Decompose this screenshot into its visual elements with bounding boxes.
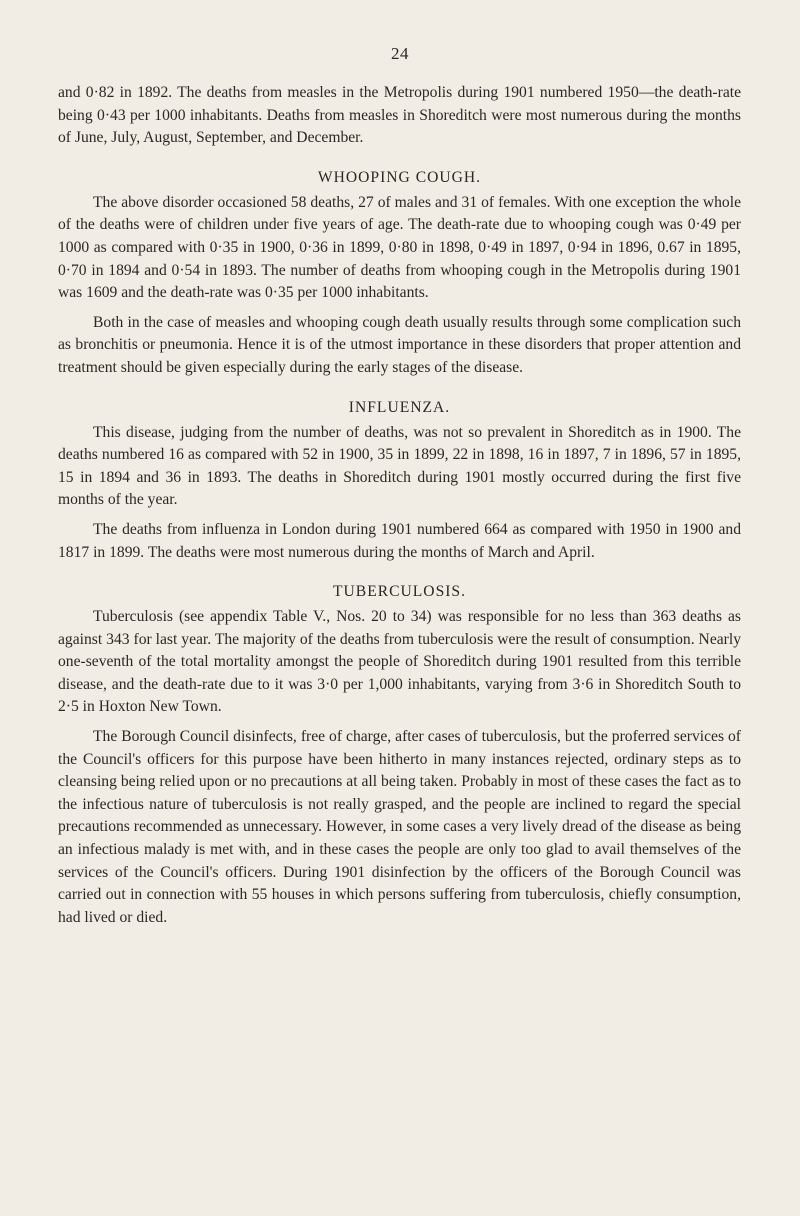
page-number: 24 [391,44,409,63]
heading-influenza: INFLUENZA. [348,398,451,416]
page-body [58,82,741,929]
heading-tuberculosis: TUBERCULOSIS. [333,583,466,601]
heading-whooping-cough: WHOOPING COUGH. [317,168,482,186]
paragraph-tuberculosis-deaths: Tuberculosis (see appendix Table V., Nos. 20 to 34) was responsible for no less than 363 deaths as against 343 for last year. The majority of the deaths from tuberculosis were the result of consumption. Nearly one-seventh of the total mortality amongst the people of Shoreditch during 1901 resulted from this terrible disease, and the death-rate due to it was 3·0 per 1,000 inhabitants, varying from 3·6 in Shoreditch South to 2·5 in Hoxton New Town. [58,608,741,716]
paragraph-influenza-shoreditch: This disease, judging from the number of deaths, was not so prevalent in Shoreditch as in 1900. The deaths numbered 16 as compared with 52 in 1900, 35 in 1899, 22 in 1898, 16 in 1897, 7 in 1896, 57 in 1895, 15 in 1894 and 36 in 1893. The deaths in Shoreditch during 1901 mostly occurred during the first five months of the year. [58,423,741,509]
paragraph-influenza-london: The deaths from influenza in London during 1901 numbered 664 as compared with 1950 in 1900 and 1817 in 1899. The deaths were most numerous during the months of March and April. [58,520,741,561]
paragraph-measles-continued: and 0·82 in 1892. The deaths from measles in the Metropolis during 1901 numbered 1950—the death-rate being 0·43 per 1000 inhabitants. Deaths from measles in Shoreditch were most numerous during the months of June, July, August, September, and December. [58,84,741,147]
paragraph-disinfection: The Borough Council disinfects, free of charge, after cases of tuberculosis, but the proferred services of the Council's officers for this purpose have been hitherto in many instances rejected, ordinary steps as to cleansing being relied upon or no precautions at all being taken. Probably in most of these cases the fact as to the infectious nature of tuberculosis is not really grasped, and the people are inclined to regard the special precautions recommended as unnecessary. However, in some cases a very lively dread of the disease as being an infectious malady is met with, and in these cases the people are only too glad to avail themselves of the services of the Council's officers. During 1901 disinfection by the officers of the Borough Council was carried out in connection with 55 houses in which persons suffering from tuberculosis, chiefly consumption, had lived or died. [58,728,741,926]
paragraph-complications: Both in the case of measles and whooping cough death usually results through some complication such as bronchitis or pneumonia. Hence it is of the utmost importance in these disorders that proper attention and treatment should be given especially during the early stages of the disease. [58,313,741,376]
paragraph-whooping-cough-deaths: The above disorder occasioned 58 deaths, 27 of males and 31 of females. With one exception the whole of the deaths were of children under five years of age. The death-rate due to whooping cough was 0·49 per 1000 as compared with 0·35 in 1900, 0·36 in 1899, 0·80 in 1898, 0·49 in 1897, 0·94 in 1896, 0.67 in 1895, 0·70 in 1894 and 0·54 in 1893. The number of deaths from whooping cough in the Metropolis during 1901 was 1609 and the death-rate was 0·35 per 1000 inhabitants. [58,193,741,302]
